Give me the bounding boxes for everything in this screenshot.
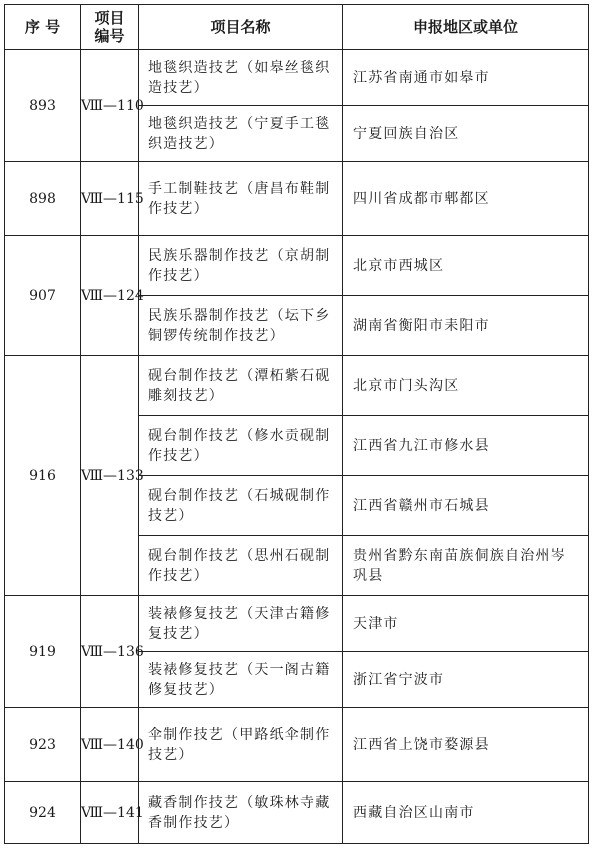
project-name-cell: 砚台制作技艺（思州石砚制作技艺） bbox=[139, 536, 343, 596]
project-code-cell: Ⅷ—115 bbox=[81, 162, 139, 236]
table-body bbox=[5, 50, 589, 844]
region-cell: 西藏自治区山南市 bbox=[343, 782, 589, 844]
table-row bbox=[5, 782, 589, 844]
table-row bbox=[5, 596, 589, 652]
project-code-cell: Ⅷ—133 bbox=[81, 356, 139, 596]
seq-cell: 919 bbox=[5, 596, 81, 708]
project-name-cell: 民族乐器制作技艺（京胡制作技艺） bbox=[139, 236, 343, 296]
header-code-line1: 项目 bbox=[94, 9, 125, 27]
region-cell: 江西省九江市修水县 bbox=[343, 416, 589, 476]
region-cell: 宁夏回族自治区 bbox=[343, 106, 589, 162]
project-name-cell: 砚台制作技艺（石城砚制作技艺） bbox=[139, 476, 343, 536]
region-cell: 江西省上饶市婺源县 bbox=[343, 708, 589, 782]
header-name: 项目名称 bbox=[139, 5, 343, 50]
project-name-cell: 装裱修复技艺（天津古籍修复技艺） bbox=[139, 596, 343, 652]
region-cell: 贵州省黔东南苗族侗族自治州岑巩县 bbox=[343, 536, 589, 596]
project-name-cell: 民族乐器制作技艺（坛下乡铜锣传统制作技艺） bbox=[139, 296, 343, 356]
seq-cell: 924 bbox=[5, 782, 81, 844]
region-cell: 北京市西城区 bbox=[343, 236, 589, 296]
project-name-cell: 藏香制作技艺（敏珠林寺藏香制作技艺） bbox=[139, 782, 343, 844]
project-code-cell: Ⅷ—140 bbox=[81, 708, 139, 782]
table-row bbox=[5, 356, 589, 416]
region-cell: 天津市 bbox=[343, 596, 589, 652]
table-row bbox=[5, 50, 589, 106]
seq-cell: 893 bbox=[5, 50, 81, 162]
seq-cell: 907 bbox=[5, 236, 81, 356]
project-code-cell: Ⅷ—110 bbox=[81, 50, 139, 162]
project-name-cell: 伞制作技艺（甲路纸伞制作技艺） bbox=[139, 708, 343, 782]
region-cell: 江西省赣州市石城县 bbox=[343, 476, 589, 536]
table-row bbox=[5, 708, 589, 782]
header-seq: 序 号 bbox=[5, 5, 81, 50]
header-code-line2: 编号 bbox=[94, 27, 125, 45]
seq-cell: 898 bbox=[5, 162, 81, 236]
seq-cell: 916 bbox=[5, 356, 81, 596]
project-name-cell: 手工制鞋技艺（唐昌布鞋制作技艺） bbox=[139, 162, 343, 236]
project-code-cell: Ⅷ—124 bbox=[81, 236, 139, 356]
project-code-cell: Ⅷ—141 bbox=[81, 782, 139, 844]
region-cell: 四川省成都市郫都区 bbox=[343, 162, 589, 236]
heritage-project-table bbox=[4, 4, 589, 844]
project-code-cell: Ⅷ—136 bbox=[81, 596, 139, 708]
table-row bbox=[5, 162, 589, 236]
region-cell: 北京市门头沟区 bbox=[343, 356, 589, 416]
project-name-cell: 砚台制作技艺（修水贡砚制作技艺） bbox=[139, 416, 343, 476]
seq-cell: 923 bbox=[5, 708, 81, 782]
table-header-row bbox=[5, 5, 589, 50]
region-cell: 江苏省南通市如皋市 bbox=[343, 50, 589, 106]
table-row bbox=[5, 236, 589, 296]
header-code bbox=[81, 5, 139, 50]
project-name-cell: 砚台制作技艺（潭柘紫石砚雕刻技艺） bbox=[139, 356, 343, 416]
region-cell: 浙江省宁波市 bbox=[343, 652, 589, 708]
project-name-cell: 装裱修复技艺（天一阁古籍修复技艺） bbox=[139, 652, 343, 708]
project-name-cell: 地毯织造技艺（如皋丝毯织造技艺） bbox=[139, 50, 343, 106]
region-cell: 湖南省衡阳市耒阳市 bbox=[343, 296, 589, 356]
header-region: 申报地区或单位 bbox=[343, 5, 589, 50]
project-name-cell: 地毯织造技艺（宁夏手工毯织造技艺） bbox=[139, 106, 343, 162]
